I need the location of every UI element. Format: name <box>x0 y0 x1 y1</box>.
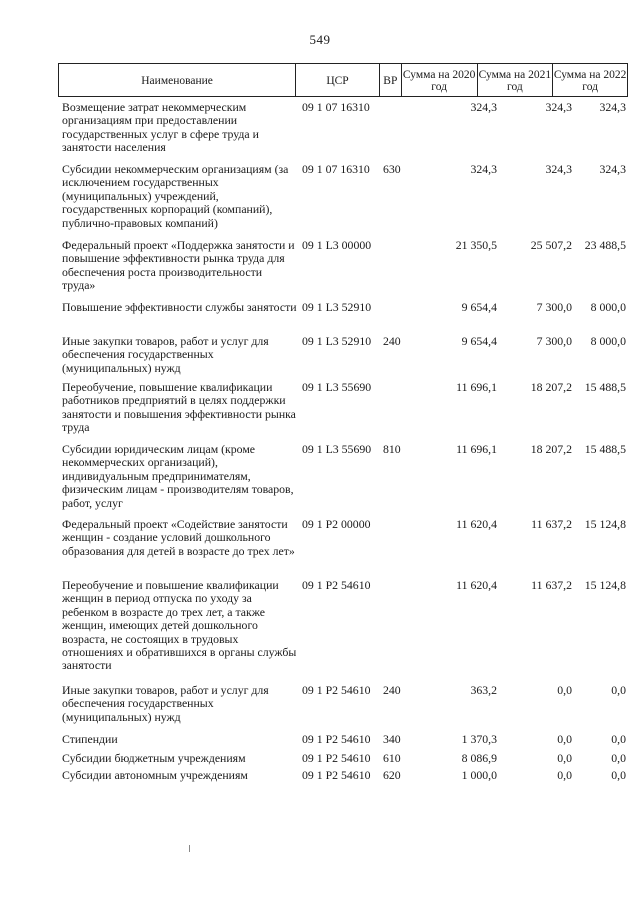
row-name: Иные закупки товаров, работ и услуг для обеспечения государственных (муниципальных) нужд <box>62 334 269 375</box>
row-sum-2020: 11 696,1 <box>456 442 497 456</box>
row-csr: 09 1 P2 54610 <box>302 683 371 697</box>
row-csr: 09 1 07 16310 <box>302 100 370 114</box>
table-header <box>58 63 628 97</box>
page-number: 549 <box>309 32 331 47</box>
row-sum-2022: 324,3 <box>599 100 626 114</box>
row-sum-2021: 18 207,2 <box>530 380 572 394</box>
row-csr: 09 1 P2 54610 <box>302 578 371 592</box>
header-csr: ЦСР <box>295 64 379 96</box>
row-name: Переобучение, повышение квалификации работников предприятий в целях поддержки занятости и повышения эффективности рынка труда <box>62 380 296 435</box>
row-sum-2020: 9 654,4 <box>461 334 497 348</box>
row-vr: 620 <box>383 768 401 782</box>
row-csr: 09 1 07 16310 <box>302 162 370 176</box>
row-sum-2021: 324,3 <box>545 162 572 176</box>
row-sum-2021: 0,0 <box>557 732 572 746</box>
header-sum-2021: Сумма на 2021 год <box>477 64 553 96</box>
row-name: Федеральный проект «Содействие занятости женщин - создание условий дошкольного образования для детей в возрасте до трех лет» <box>62 517 295 558</box>
row-sum-2020: 21 350,5 <box>455 238 497 252</box>
row-sum-2021: 0,0 <box>557 683 572 697</box>
row-vr: 340 <box>383 732 401 746</box>
row-sum-2021: 18 207,2 <box>530 442 572 456</box>
row-vr: 810 <box>383 442 401 456</box>
row-sum-2022: 0,0 <box>611 732 626 746</box>
row-name: Субсидии автономным учреждениям <box>62 768 248 782</box>
row-sum-2021: 7 300,0 <box>536 334 572 348</box>
row-csr: 09 1 L3 52910 <box>302 300 372 314</box>
row-csr: 09 1 L3 52910 <box>302 334 372 348</box>
row-name: Возмещение затрат некоммерческим организациям при предоставлении государственных услуг в сфере труда и занятости населения <box>62 100 259 155</box>
row-sum-2021: 7 300,0 <box>536 300 572 314</box>
row-name: Стипендии <box>62 732 118 746</box>
header-sum-2020: Сумма на 2020 год <box>401 64 477 96</box>
row-name: Субсидии бюджетным учреждениям <box>62 751 246 765</box>
header-sum-2022: Сумма на 2022 год <box>552 64 627 96</box>
row-name: Субсидии юридическим лицам (кроме некоммерческих организаций), индивидуальным предпринимателям, физическим лицам - производителям товаров, работ, услуг <box>62 442 294 510</box>
row-sum-2021: 11 637,2 <box>531 517 572 531</box>
row-sum-2020: 324,3 <box>470 162 497 176</box>
row-sum-2022: 8 000,0 <box>590 334 626 348</box>
row-name: Федеральный проект «Поддержка занятости и повышение эффективности рынка труда для обеспечения роста производительности труда» <box>62 238 295 293</box>
row-sum-2020: 9 654,4 <box>461 300 497 314</box>
header-name: Наименование <box>141 75 213 87</box>
row-sum-2021: 25 507,2 <box>530 238 572 252</box>
row-csr: 09 1 L3 55690 <box>302 442 372 456</box>
row-csr: 09 1 P2 54610 <box>302 732 371 746</box>
row-sum-2020: 1 000,0 <box>461 768 497 782</box>
row-sum-2022: 0,0 <box>611 751 626 765</box>
row-sum-2022: 15 124,8 <box>584 578 626 592</box>
row-vr: 240 <box>383 334 401 348</box>
row-csr: 09 1 P2 54610 <box>302 768 371 782</box>
row-name: Переобучение и повышение квалификации женщин в период отпуска по уходу за ребенком в возрасте до трех лет, а также женщин, имеющих детей дошкольного возраста, не состоящих в трудовых отношениях и обратившихся в органы службы занятости <box>62 578 297 673</box>
row-name: Субсидии некоммерческим организациям (за исключением государственных (муниципальных) учреждений, государственных корпораций (компаний), публично-правовых компаний) <box>62 162 289 230</box>
row-sum-2020: 11 620,4 <box>456 517 497 531</box>
header-vr: ВР <box>379 64 401 96</box>
row-sum-2022: 15 488,5 <box>584 380 626 394</box>
row-sum-2022: 15 124,8 <box>584 517 626 531</box>
row-sum-2020: 1 370,3 <box>461 732 497 746</box>
row-sum-2022: 0,0 <box>611 768 626 782</box>
row-sum-2020: 324,3 <box>470 100 497 114</box>
row-csr: 09 1 P2 54610 <box>302 751 371 765</box>
row-vr: 610 <box>383 751 401 765</box>
row-sum-2022: 324,3 <box>599 162 626 176</box>
row-sum-2021: 0,0 <box>557 751 572 765</box>
row-name: Иные закупки товаров, работ и услуг для обеспечения государственных (муниципальных) нужд <box>62 683 269 724</box>
row-vr: 630 <box>383 162 401 176</box>
row-sum-2022: 8 000,0 <box>590 300 626 314</box>
row-csr: 09 1 P2 00000 <box>302 517 371 531</box>
row-sum-2020: 11 696,1 <box>456 380 497 394</box>
row-name: Повышение эффективности службы занятости <box>62 300 297 314</box>
row-sum-2022: 0,0 <box>611 683 626 697</box>
row-sum-2022: 15 488,5 <box>584 442 626 456</box>
row-sum-2020: 8 086,9 <box>461 751 497 765</box>
row-sum-2021: 0,0 <box>557 768 572 782</box>
row-sum-2020: 363,2 <box>470 683 497 697</box>
scan-mark <box>189 845 190 852</box>
row-csr: 09 1 L3 55690 <box>302 380 372 394</box>
row-sum-2020: 11 620,4 <box>456 578 497 592</box>
row-csr: 09 1 L3 00000 <box>302 238 372 252</box>
row-sum-2021: 324,3 <box>545 100 572 114</box>
row-sum-2021: 11 637,2 <box>531 578 572 592</box>
row-sum-2022: 23 488,5 <box>584 238 626 252</box>
row-vr: 240 <box>383 683 401 697</box>
